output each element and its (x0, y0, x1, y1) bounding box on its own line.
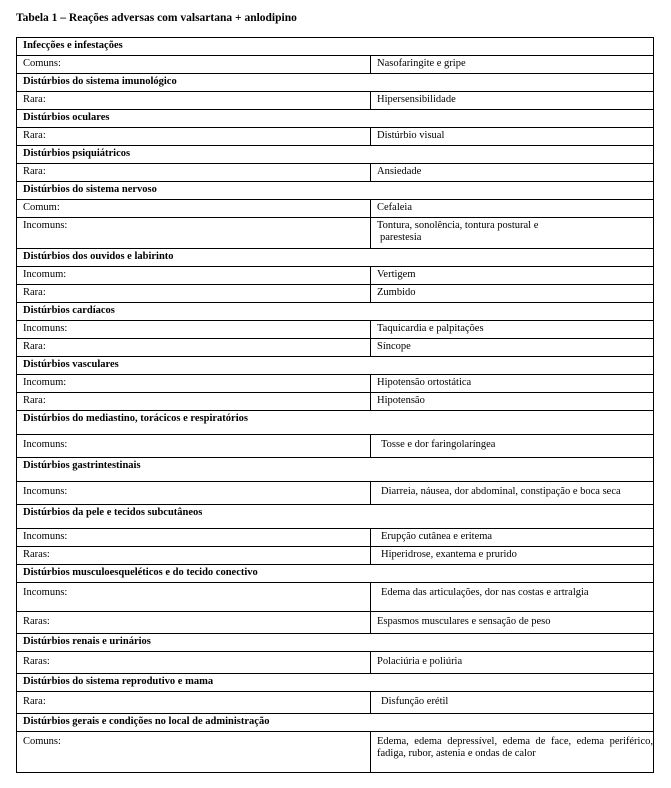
frequency-cell: Incomum: (17, 267, 371, 285)
effect-cell: Hipersensibilidade (371, 92, 654, 110)
frequency-cell: Incomuns: (17, 218, 371, 249)
section-heading: Distúrbios do sistema imunológico (17, 74, 654, 92)
section-heading: Distúrbios dos ouvidos e labirinto (17, 249, 654, 267)
frequency-cell: Rara: (17, 692, 371, 714)
frequency-cell: Rara: (17, 92, 371, 110)
effect-cell: Ansiedade (371, 164, 654, 182)
effect-cell: Edema, edema depressível, edema de face, edema periférico, fadiga, rubor, astenia e ondas de calor (371, 732, 654, 773)
effect-line: Tontura, sonolência, tontura postural e (377, 220, 539, 231)
effect-cell: Distúrbio visual (371, 128, 654, 146)
frequency-cell: Raras: (17, 652, 371, 674)
effect-cell: Diarreia, náusea, dor abdominal, constipação e boca seca (371, 482, 654, 505)
effect-cell: Hiperidrose, exantema e prurido (371, 547, 654, 565)
effect-cell: Tosse e dor faringolaríngea (371, 435, 654, 458)
section-heading: Distúrbios vasculares (17, 357, 654, 375)
section-heading: Distúrbios do sistema reprodutivo e mama (17, 674, 654, 692)
effect-cell: Disfunção erétil (371, 692, 654, 714)
section-heading: Distúrbios renais e urinários (17, 634, 654, 652)
effect-cell (371, 218, 654, 249)
effect-cell: Zumbido (371, 285, 654, 303)
section-heading: Infecções e infestações (17, 38, 654, 56)
effect-line: parestesia (380, 232, 422, 243)
effect-cell: Espasmos musculares e sensação de peso (371, 612, 654, 634)
effect-cell: Vertigem (371, 267, 654, 285)
effect-cell: Polaciúria e poliúria (371, 652, 654, 674)
frequency-cell: Raras: (17, 612, 371, 634)
section-heading: Distúrbios do mediastino, torácicos e respiratórios (17, 411, 654, 435)
effect-cell: Erupção cutânea e eritema (371, 529, 654, 547)
section-heading: Distúrbios do sistema nervoso (17, 182, 654, 200)
frequency-cell: Raras: (17, 547, 371, 565)
frequency-cell: Comum: (17, 200, 371, 218)
frequency-cell: Comuns: (17, 732, 371, 773)
effect-cell: Nasofaringite e gripe (371, 56, 654, 74)
section-heading: Distúrbios cardíacos (17, 303, 654, 321)
effect-cell: Taquicardia e palpitações (371, 321, 654, 339)
effect-cell: Edema das articulações, dor nas costas e artralgia (371, 583, 654, 612)
section-heading: Distúrbios oculares (17, 110, 654, 128)
frequency-cell: Rara: (17, 393, 371, 411)
section-heading: Distúrbios da pele e tecidos subcutâneos (17, 505, 654, 529)
frequency-cell: Rara: (17, 128, 371, 146)
section-heading: Distúrbios musculoesqueléticos e do tecido conectivo (17, 565, 654, 583)
frequency-cell: Rara: (17, 339, 371, 357)
frequency-cell: Rara: (17, 285, 371, 303)
frequency-cell: Incomuns: (17, 321, 371, 339)
section-heading: Distúrbios gastrintestinais (17, 458, 654, 482)
frequency-cell: Incomuns: (17, 583, 371, 612)
frequency-cell: Comuns: (17, 56, 371, 74)
frequency-cell: Incomum: (17, 375, 371, 393)
table-title: Tabela 1 – Reações adversas com valsartana + anlodipino (16, 12, 297, 24)
frequency-cell: Rara: (17, 164, 371, 182)
adverse-reactions-table (16, 37, 654, 773)
effect-cell: Síncope (371, 339, 654, 357)
effect-cell: Cefaleia (371, 200, 654, 218)
effect-cell: Hipotensão (371, 393, 654, 411)
frequency-cell: Incomuns: (17, 529, 371, 547)
effect-cell: Hipotensão ortostática (371, 375, 654, 393)
frequency-cell: Incomuns: (17, 482, 371, 505)
frequency-cell: Incomuns: (17, 435, 371, 458)
section-heading: Distúrbios psiquiátricos (17, 146, 654, 164)
section-heading: Distúrbios gerais e condições no local de administração (17, 714, 654, 732)
